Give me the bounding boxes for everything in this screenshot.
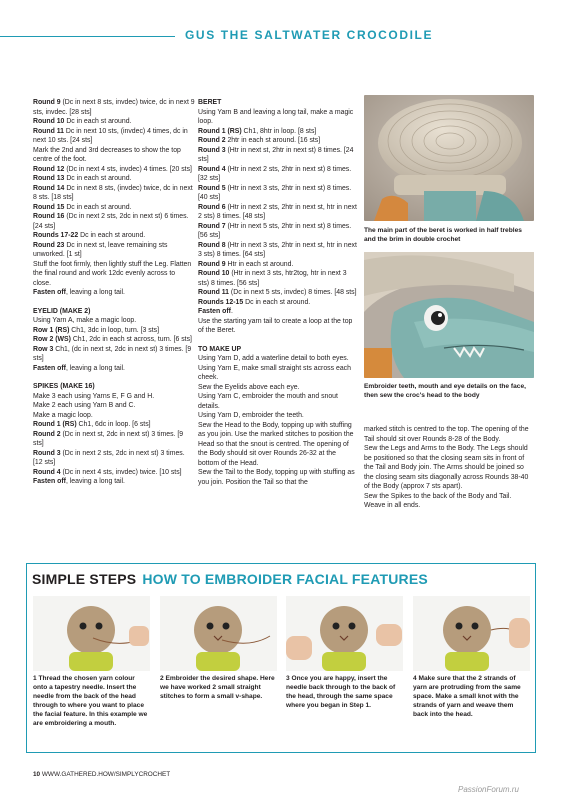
- pattern-line: marked stitch is centred to the top. The opening of the Tail should sit over Rounds 8-28 of the Body.: [364, 426, 529, 443]
- pattern-line: Round 4 (Dc in next 4 sts, invdec) twice. [10 sts]: [33, 468, 182, 476]
- step-2-text: 2 Embroider the desired shape. Here we have worked 2 small straight stitches to form a small v-shape.: [160, 675, 275, 700]
- pattern-line: Using Yarn A, make a magic loop.: [33, 317, 137, 324]
- step-3-text: 3 Once you are happy, insert the needle back through to the back of the head, through the same space where you began in Step 1.: [286, 675, 396, 709]
- pattern-line: Round 6 (Htr in next 2 sts, 2htr in next st, htr in next 2 sts) 8 times. [48 sts]: [198, 203, 357, 220]
- step-number: 3: [286, 675, 290, 682]
- pattern-line: Sew the Eyelids above each eye.: [198, 383, 300, 391]
- pattern-line: Using Yarn B and leaving a long tail, make a magic loop.: [198, 108, 354, 125]
- pattern-line: Round 2 2htr in each st around. [16 sts]: [198, 137, 321, 144]
- pattern-line: Round 4 (Htr in next 2 sts, 2htr in next st) 8 times. [32 sts]: [198, 165, 352, 182]
- pattern-line: Round 12 (Dc in next 4 sts, invdec) 4 times. [20 sts]: [33, 165, 192, 173]
- pattern-line: Round 8 (Htr in next 3 sts, 2htr in next st, htr in next 3 sts) 8 times. [64 sts]: [198, 241, 357, 258]
- leg-pattern-rounds: [33, 98, 195, 298]
- header-rule: [0, 36, 175, 37]
- pattern-line: Rounds 17-22 Dc in each st around.: [33, 232, 146, 239]
- pattern-line: Round 2 (Dc in next st, 2dc in next st) 3 times. [9 sts]: [33, 430, 184, 447]
- make-up-heading: TO MAKE UP: [198, 345, 242, 353]
- beret-photo-caption: The main part of the beret is worked in half trebles and the brim in double crochet: [364, 227, 522, 243]
- pattern-line: Round 13 Dc in each st around.: [33, 175, 132, 182]
- pattern-line: Use the starting yarn tail to create a loop at the top of the Beret.: [198, 317, 353, 334]
- pattern-line: Round 5 (Htr in next 3 sts, 2htr in next st) 8 times. [40 sts]: [198, 184, 352, 201]
- pattern-line: Using Yarn D, embroider the teeth.: [198, 412, 304, 419]
- pattern-line: Using Yarn C, embroider the mouth and snout details.: [198, 393, 338, 410]
- pattern-line: Round 1 (RS) Ch1, 6dc in loop. [6 sts]: [33, 421, 151, 428]
- pattern-line: Fasten off, leaving a long tail.: [33, 364, 125, 372]
- pattern-line: Round 10 (Htr in next 3 sts, htr2tog, htr in next 3 sts) 8 times. [56 sts]: [198, 270, 347, 287]
- watermark-text: PassionForum.ru: [458, 785, 519, 794]
- spikes-heading: SPIKES (MAKE 16): [33, 383, 95, 390]
- pattern-column-2: [198, 98, 358, 487]
- pattern-line: Round 3 (Htr in next st, 2htr in next st) 8 times. [24 sts]: [198, 146, 354, 163]
- crocodile-face-photo: [364, 252, 534, 378]
- pattern-line: Stuff the foot firmly, then lightly stuff the Leg. Flatten the final round and work 12dc evenly across to close.: [33, 260, 192, 287]
- pattern-line: Row 1 (RS) Ch1, 3dc in loop, turn. [3 sts]: [33, 326, 160, 334]
- beret-heading: BERET: [198, 99, 222, 106]
- simple-steps-label: SIMPLE STEPS: [32, 571, 137, 587]
- step-3-photo: [286, 596, 403, 671]
- pattern-line: Round 7 (Htr in next 5 sts, 2htr in next st) 8 times. [56 sts]: [198, 222, 352, 239]
- pattern-line: Round 1 (RS) Ch1, 8htr in loop. [8 sts]: [198, 127, 317, 135]
- pattern-line: Make 3 each using Yarns E, F G and H.: [33, 392, 155, 400]
- pattern-line: Mark the 2nd and 3rd decreases to show the top centre of the foot.: [33, 146, 181, 163]
- pattern-line: Round 3 (Dc in next 2 sts, 2dc in next st) 3 times. [12 sts]: [33, 449, 185, 466]
- pattern-line: Sew the Tail to the Body, topping up with stuffing as you join. Position the Tail so that the: [198, 469, 355, 486]
- pattern-line: Round 9 Htr in each st around.: [198, 260, 294, 268]
- make-up-instructions: [198, 354, 358, 487]
- footer-url[interactable]: WWW.GATHERED.HOW/SIMPLYCROCHET: [41, 771, 171, 778]
- step-number: 4: [413, 675, 417, 682]
- step-number: 1: [33, 675, 37, 682]
- page-footer: [33, 771, 170, 778]
- pattern-line: Round 11 Dc in next 10 sts, (invdec) 4 times, dc in next 10 sts. [24 sts]: [33, 127, 188, 144]
- beret-pattern: [198, 108, 358, 336]
- step-number: 2: [160, 675, 164, 682]
- pattern-line: Row 3 Ch1, (dc in next st, 2dc in next st) 3 times. [9 sts]: [33, 345, 192, 362]
- pattern-line: Make 2 each using Yarn B and C.: [33, 402, 136, 409]
- spikes-pattern: [33, 392, 195, 487]
- pattern-line: Round 23 Dc in next st, leave remaining sts unworked. [1 st]: [33, 241, 168, 258]
- pattern-line: Fasten off, leaving a long tail.: [33, 289, 125, 296]
- page-header-title: GUS THE SALTWATER CROCODILE: [185, 28, 434, 42]
- step-1-text: 1 Thread the chosen yarn colour onto a tapestry needle. Insert the needle from the back of the head through to where you want to place the facial feature. In this example we are embroidering a mouth.: [33, 675, 148, 727]
- crocodile-face-caption: Embroider teeth, mouth and eye details on the face, then sew the croc's head to the body: [364, 383, 526, 399]
- pattern-line: Round 9 (Dc in next 8 sts, invdec) twice, dc in next 9 sts, invdec. [28 sts]: [33, 99, 195, 116]
- make-up-continued: [364, 425, 534, 511]
- beret-photo: [364, 95, 534, 221]
- pattern-column-3: [364, 425, 534, 511]
- step-1-photo: [33, 596, 150, 671]
- pattern-line: Round 14 Dc in next 8 sts, (invdec) twice, dc in next 8 sts. [18 sts]: [33, 184, 193, 201]
- pattern-line: Fasten off, leaving a long tail.: [33, 478, 125, 485]
- step-4-photo: [413, 596, 530, 671]
- pattern-line: Make a magic loop.: [33, 411, 93, 419]
- page-number: 10: [33, 771, 41, 778]
- pattern-line: Sew the Head to the Body, topping up with stuffing as you join. Use the marked stitches to position the Head so that the snout is centred. The opening of the Body should sit over Rounds 26-32 at the bottom of the Head.: [198, 421, 354, 467]
- pattern-line: Using Yarn E, make small straight sts across each cheek.: [198, 364, 351, 381]
- eyelid-heading: EYELID (MAKE 2): [33, 307, 91, 315]
- simple-steps-subtitle: HOW TO EMBROIDER FACIAL FEATURES: [142, 571, 428, 587]
- pattern-line: Round 10 Dc in each st around.: [33, 118, 132, 125]
- pattern-line: Using Yarn D, add a waterline detail to both eyes.: [198, 355, 349, 362]
- eyelid-pattern: [33, 316, 195, 373]
- pattern-column-1: [33, 98, 195, 487]
- step-4-text: 4 Make sure that the 2 strands of yarn are protruding from the same space. Make a small knot with the strands of yarn and weave them back into the head.: [413, 675, 521, 718]
- pattern-line: Rounds 12-15 Dc in each st around.: [198, 298, 311, 306]
- pattern-line: Round 16 (Dc in next 2 sts, 2dc in next st) 6 times. [24 sts]: [33, 213, 189, 230]
- pattern-line: Round 15 Dc in each st around.: [33, 203, 132, 211]
- pattern-line: Row 2 (WS) Ch1, 2dc in each st across, turn. [6 sts]: [33, 336, 192, 343]
- pattern-line: Round 11 (Dc in next 5 sts, invdec) 8 times. [48 sts]: [198, 289, 357, 296]
- step-2-photo: [160, 596, 277, 671]
- pattern-line: Sew the Legs and Arms to the Body. The Legs should be positioned so that the closing seam sits in front of the Tail and Body join. The Arms should be joined so the closing seam sits diagonally across Rounds 38-40 of the Body (approx 7 sts apart).: [364, 445, 529, 490]
- simple-steps-title: [32, 571, 428, 587]
- pattern-line: Fasten off.: [198, 308, 233, 315]
- pattern-line: Sew the Spikes to the back of the Body and Tail. Weave in all ends.: [364, 492, 512, 509]
